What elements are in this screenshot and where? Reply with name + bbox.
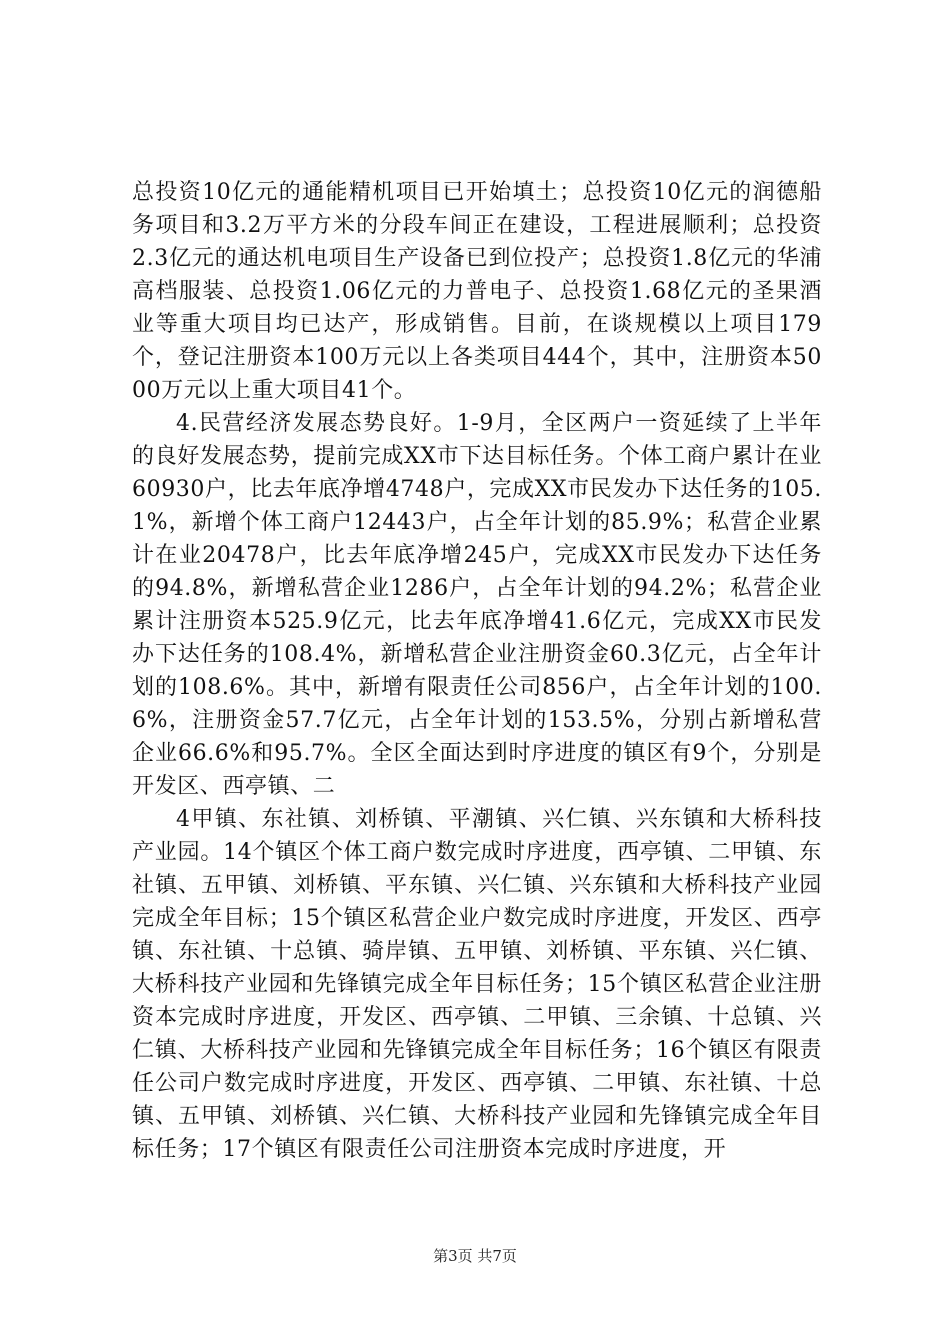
paragraph-2: 4.民营经济发展态势良好。1-9月，全区两户一资延续了上半年的良好发展态势，提前完成XX市下达目标任务。个体工商户累计在业60930户，比去年底净增4748户，完成XX市民发办下达任务的105.1%，新增个体工商户12443户，占全年计划的85.9%；私营企业累计在业20478户，比去年底净增245户，完成XX市民发办下达任务的94.8%，新增私营企业1286户，占全年计划的94.2%；私营企业累计注册资本525.9亿元，比去年底净增41.6亿元，完成XX市民发办下达任务的108.4%，新增私营企业注册资金60.3亿元，占全年计划的108.6%。其中，新增有限责任公司856户，占全年计划的100.6%，注册资金57.7亿元，占全年计划的153.5%，分别占新增私营企业66.6%和95.7%。全区全面达到时序进度的镇区有9个，分别是开发区、西亭镇、二 [132,411,822,799]
paragraph-3: 4甲镇、东社镇、刘桥镇、平潮镇、兴仁镇、兴东镇和大桥科技产业园。14个镇区个体工商户数完成时序进度，西亭镇、二甲镇、东社镇、五甲镇、刘桥镇、平东镇、兴仁镇、兴东镇和大桥科技产业园完成全年目标；15个镇区私营企业户数完成时序进度，开发区、西亭镇、东社镇、十总镇、骑岸镇、五甲镇、刘桥镇、平东镇、兴仁镇、大桥科技产业园和先锋镇完成全年目标任务；15个镇区私营企业注册资本完成时序进度，开发区、西亭镇、二甲镇、三余镇、十总镇、兴仁镇、大桥科技产业园和先锋镇完成全年目标任务；16个镇区有限责任公司户数完成时序进度，开发区、西亭镇、二甲镇、东社镇、十总镇、五甲镇、刘桥镇、兴仁镇、大桥科技产业园和先锋镇完成全年目标任务；17个镇区有限责任公司注册资本完成时序进度，开 [132,807,822,1162]
page-number-footer: 第3页 共7页 [433,1247,517,1265]
document-body [132,176,822,1166]
paragraph-1: 总投资10亿元的通能精机项目已开始填土；总投资10亿元的润德船务项目和3.2万平方米的分段车间正在建设，工程进展顺利；总投资2.3亿元的通达机电项目生产设备已到位投产；总投资1.8亿元的华浦高档服装、总投资1.06亿元的力普电子、总投资1.68亿元的圣果酒业等重大项目均已达产，形成销售。目前，在谈规模以上项目179个，登记注册资本100万元以上各类项目444个，其中，注册资本5000万元以上重大项目41个。 [132,180,822,403]
